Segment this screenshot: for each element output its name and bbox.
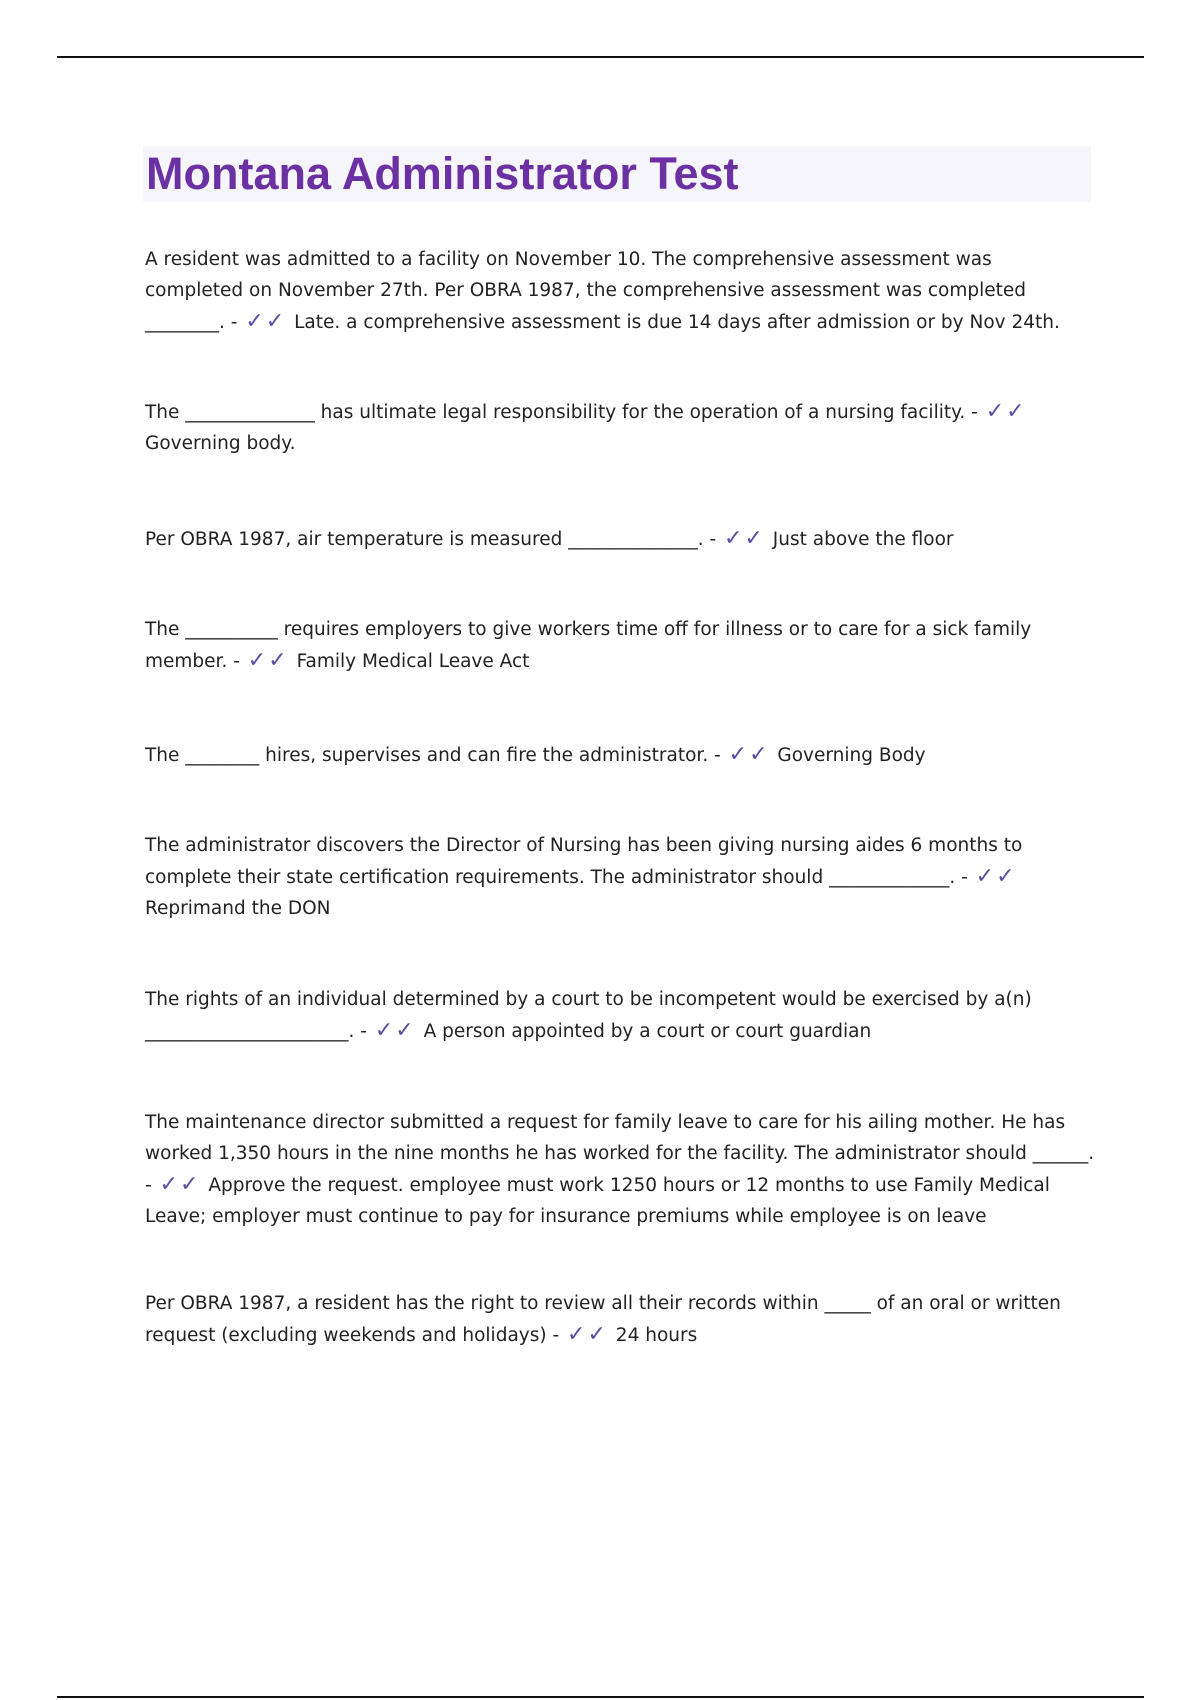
question-text: Per OBRA 1987, a resident has the right to review all their records within _____ of an oral or written request (excluding weekends and holidays) - [145,1293,1061,1346]
question-text: The ______________ has ultimate legal responsibility for the operation of a nursing facility. - [145,402,978,423]
answer-text: Just above the floor [772,529,954,550]
qa-item-1 [145,244,1095,338]
answer-text: Late. a comprehensive assessment is due 14 days after admission or by Nov 24th. [294,312,1060,333]
checkmark-icon: ✓✓ [724,526,765,551]
answer-text: Governing Body [777,745,926,766]
bottom-rule [57,1696,1144,1698]
qa-item-6 [145,830,1095,924]
qa-item-8 [145,1107,1095,1232]
qa-item-5 [145,739,1095,771]
checkmark-icon: ✓✓ [247,648,289,673]
checkmark-icon: ✓✓ [975,864,1017,889]
question-text: The __________ requires employers to give workers time off for illness or to care for a sick family member. - [145,619,1032,672]
answer-text: 24 hours [615,1325,698,1346]
answer-text: Approve the request. employee must work 1250 hours or 12 months to use Family Medical Leave; employer must continue to pay for insurance premiums while employee is on leave [145,1175,1050,1227]
question-text: The ________ hires, supervises and can fire the administrator. - [145,745,721,766]
qa-item-7 [145,984,1095,1047]
checkmark-icon: ✓✓ [985,399,1027,424]
qa-item-9 [145,1288,1095,1351]
answer-text: Governing body. [145,433,296,454]
checkmark-icon: ✓✓ [728,742,770,767]
top-rule [57,56,1144,58]
document-title: Montana Administrator Test [146,148,739,199]
qa-item-3 [145,523,1095,555]
qa-item-2 [145,396,1095,459]
checkmark-icon: ✓✓ [567,1322,608,1347]
answer-text: A person appointed by a court or court guardian [423,1021,872,1042]
checkmark-icon: ✓✓ [245,309,287,334]
answer-text: Reprimand the DON [145,898,331,919]
answer-text: Family Medical Leave Act [296,651,530,672]
question-text: The administrator discovers the Director of Nursing has been giving nursing aides 6 months to complete their state certification requirements. The administrator should _____________. - [145,835,1023,888]
checkmark-icon: ✓✓ [374,1018,416,1043]
qa-item-4 [145,614,1095,677]
checkmark-icon: ✓✓ [159,1172,201,1197]
question-text: A resident was admitted to a facility on November 10. The comprehensive assessment was completed on November 27th. Per OBRA 1987, the comprehensive assessment was completed ________. - [145,249,1027,333]
question-text: Per OBRA 1987, air temperature is measured ______________. - [145,529,717,550]
question-text: The maintenance director submitted a request for family leave to care for his ailing mother. He has worked 1,350 hours in the nine months he has worked for the facility. The administrator should ______. - [145,1112,1095,1196]
question-text: The rights of an individual determined by a court to be incompetent would be exercised by a(n) ______________________. - [145,989,1032,1042]
